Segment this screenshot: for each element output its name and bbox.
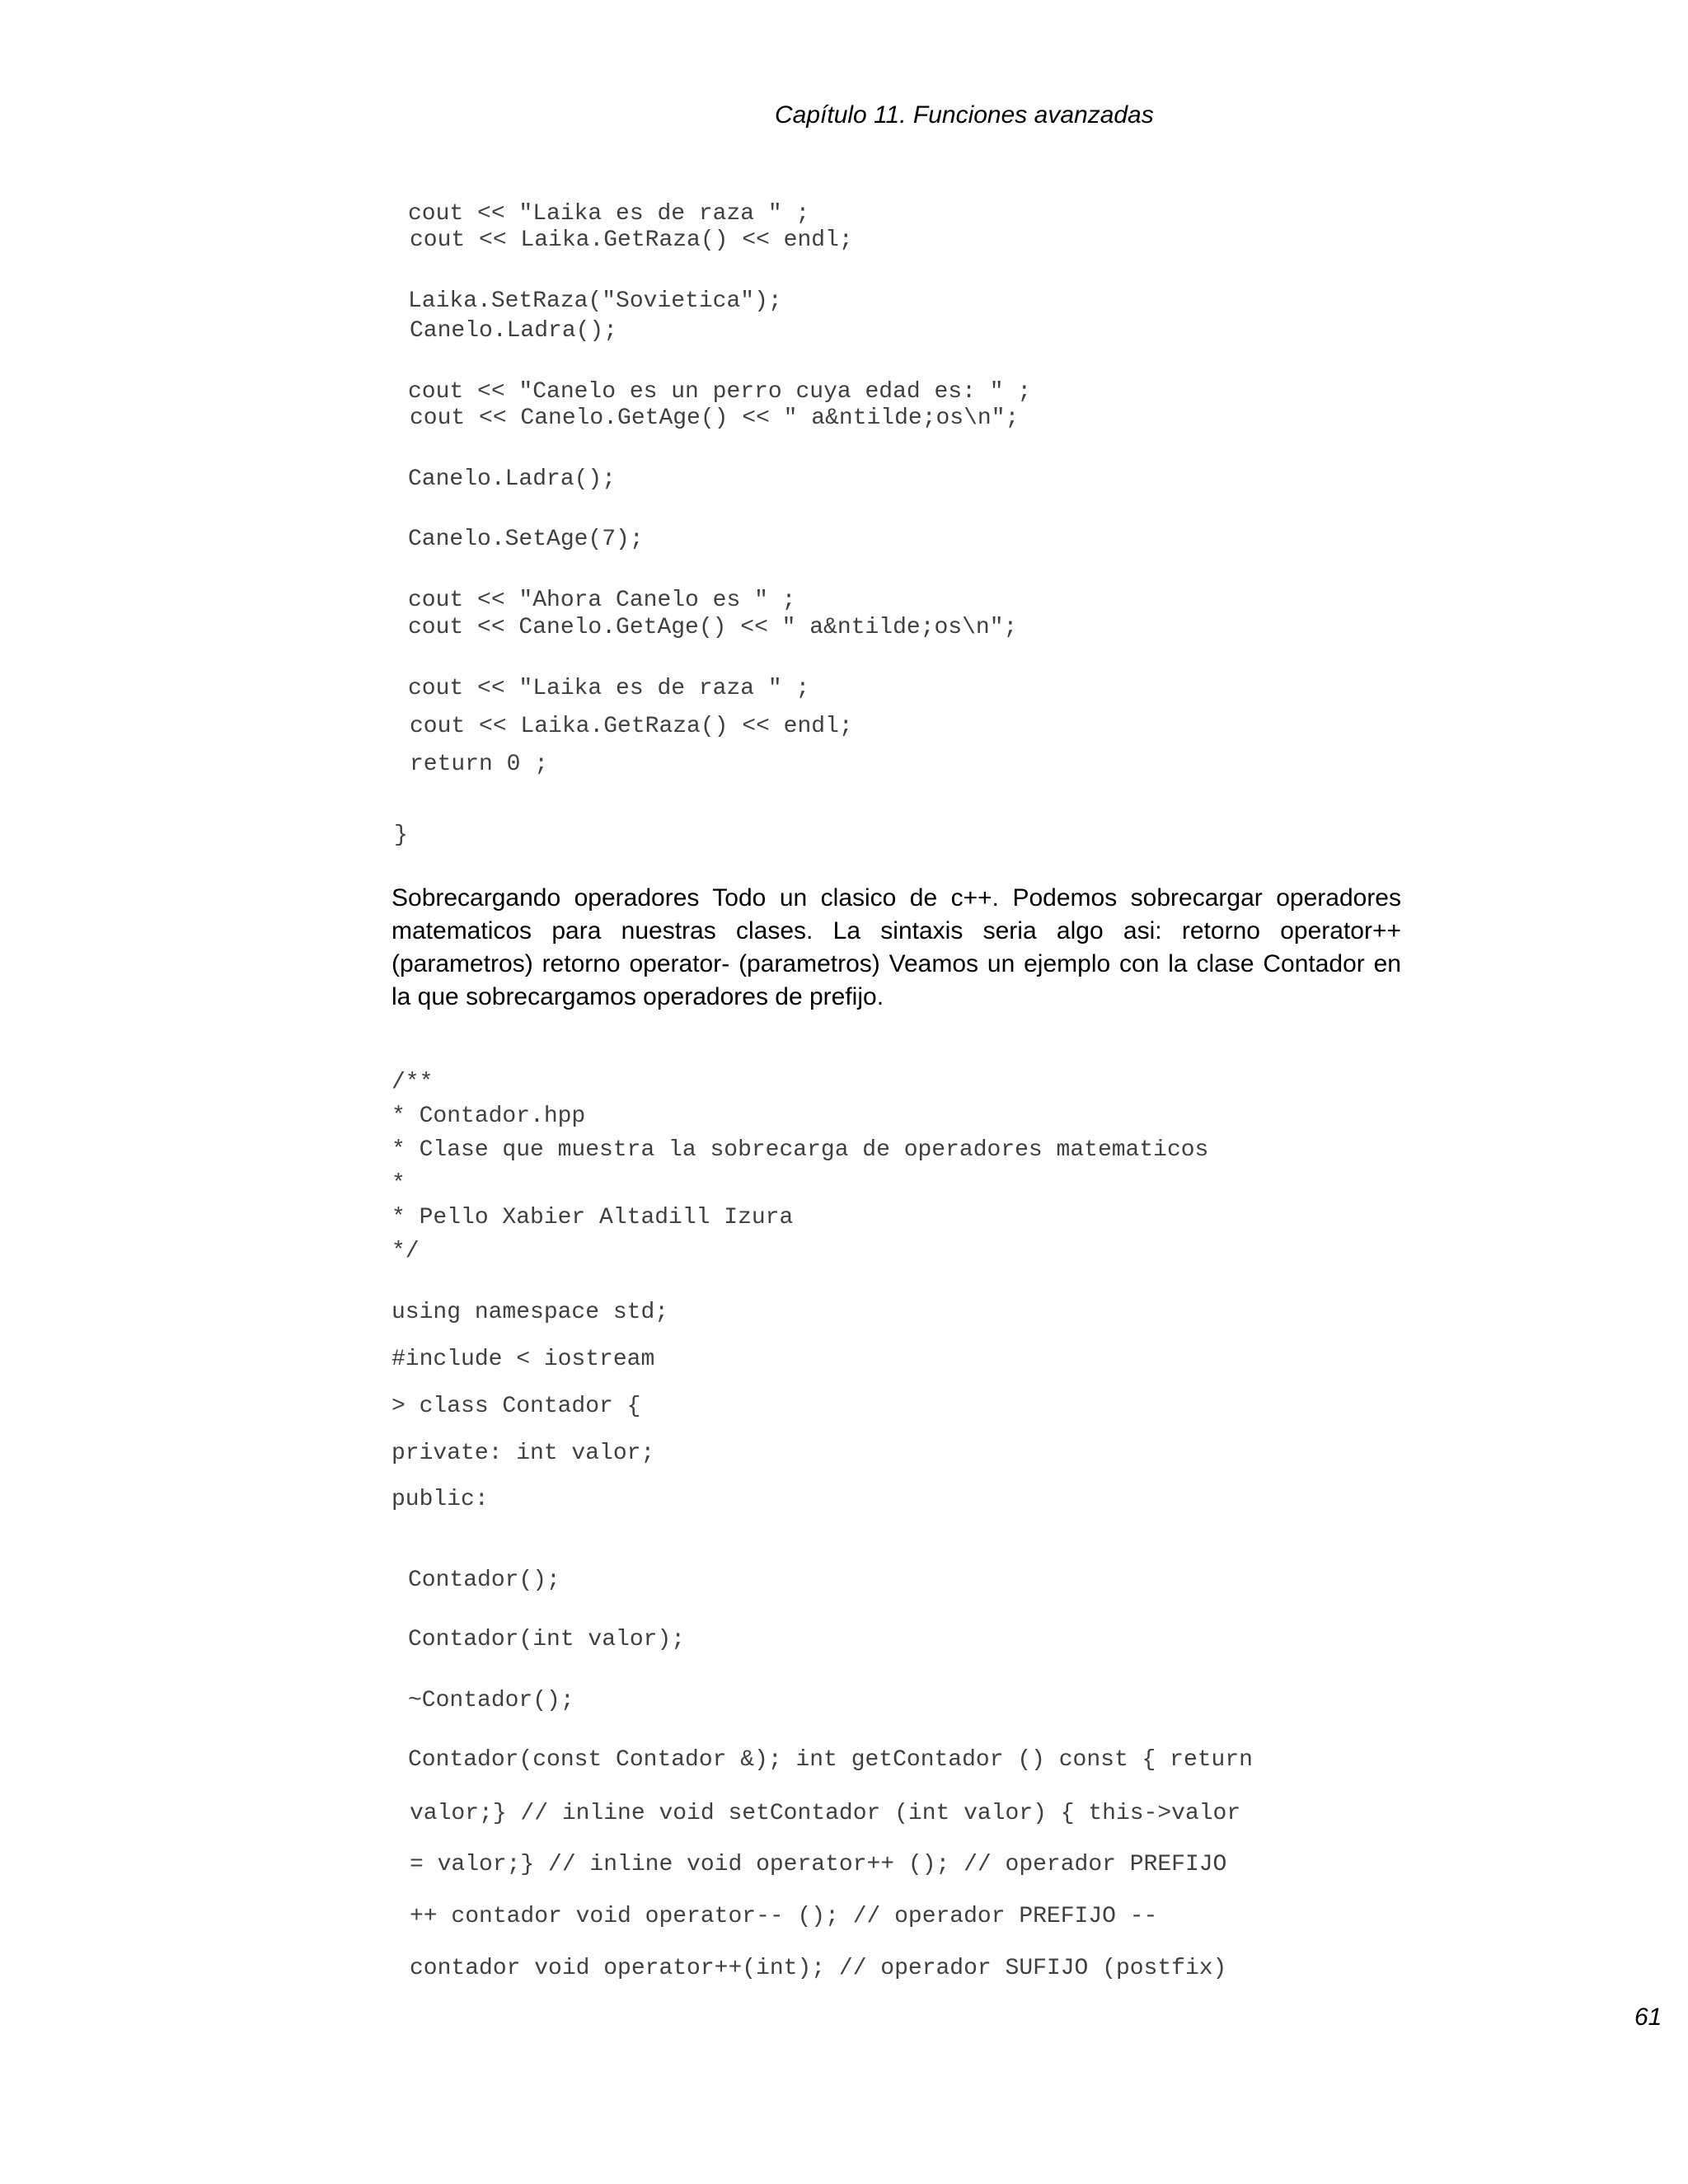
code-line: Contador(int valor); (408, 1627, 686, 1652)
code-line: return 0 ; (410, 752, 549, 777)
code-line: * Contador.hpp (392, 1104, 586, 1129)
code-line: Canelo.Ladra(); (408, 466, 617, 492)
code-line: cout << Canelo.GetAge() << " a&ntilde;os\n"; (408, 615, 1018, 640)
page-number: 61 (1634, 2004, 1662, 2031)
code-line: ++ contador void operator-- (); // operador PREFIJO -- (410, 1904, 1158, 1929)
code-line: Contador(); (408, 1568, 560, 1593)
code-line: = valor;} // inline void operator++ (); // operador PREFIJO (410, 1852, 1227, 1877)
code-line: Contador(const Contador &); int getContador () const { return (408, 1747, 1253, 1773)
code-line: cout << "Laika es de raza " ; (408, 201, 810, 227)
code-line: * Pello Xabier Altadill Izura (392, 1205, 794, 1230)
code-line: /** (392, 1070, 434, 1095)
code-line: ~Contador(); (408, 1688, 574, 1713)
code-line: public: (392, 1487, 489, 1512)
code-line: Canelo.SetAge(7); (408, 527, 644, 552)
code-line: > class Contador { (392, 1394, 641, 1419)
code-line: valor;} // inline void setContador (int valor) { this->valor (410, 1801, 1241, 1826)
code-line: using namespace std; (392, 1300, 669, 1325)
code-line: Laika.SetRaza("Sovietica"); (408, 288, 782, 314)
code-line: cout << "Laika es de raza " ; (408, 676, 810, 701)
code-line: contador void operator++(int); // operador SUFIJO (postfix) (410, 1956, 1227, 1981)
code-line: cout << Laika.GetRaza() << endl; (410, 227, 853, 253)
code-line: * Clase que muestra la sobrecarga de operadores matematicos (392, 1137, 1209, 1163)
code-line: private: int valor; (392, 1441, 655, 1466)
code-line: #include < iostream (392, 1347, 655, 1372)
code-line: cout << Canelo.GetAge() << " a&ntilde;os\n"; (410, 405, 1020, 431)
code-line: * (392, 1171, 406, 1197)
code-line: Canelo.Ladra(); (410, 318, 618, 344)
code-line: } (394, 823, 408, 848)
code-line: cout << "Canelo es un perro cuya edad es: " ; (408, 379, 1032, 405)
code-line: cout << Laika.GetRaza() << endl; (410, 714, 853, 739)
code-line: */ (392, 1239, 420, 1264)
body-paragraph: Sobrecargando operadores Todo un clasico de c++. Podemos sobrecargar operadores matematicos para nuestras clases. La sintaxis seria algo asi: retorno operator++ (parametros) retorno operator- (parametros) Veamos un ejemplo con la clase Contador en la que sobrecargamos operadores de prefijo. (392, 884, 1401, 1010)
chapter-header: Capítulo 11. Funciones avanzadas (775, 101, 1154, 129)
code-line: cout << "Ahora Canelo es " ; (408, 588, 796, 613)
